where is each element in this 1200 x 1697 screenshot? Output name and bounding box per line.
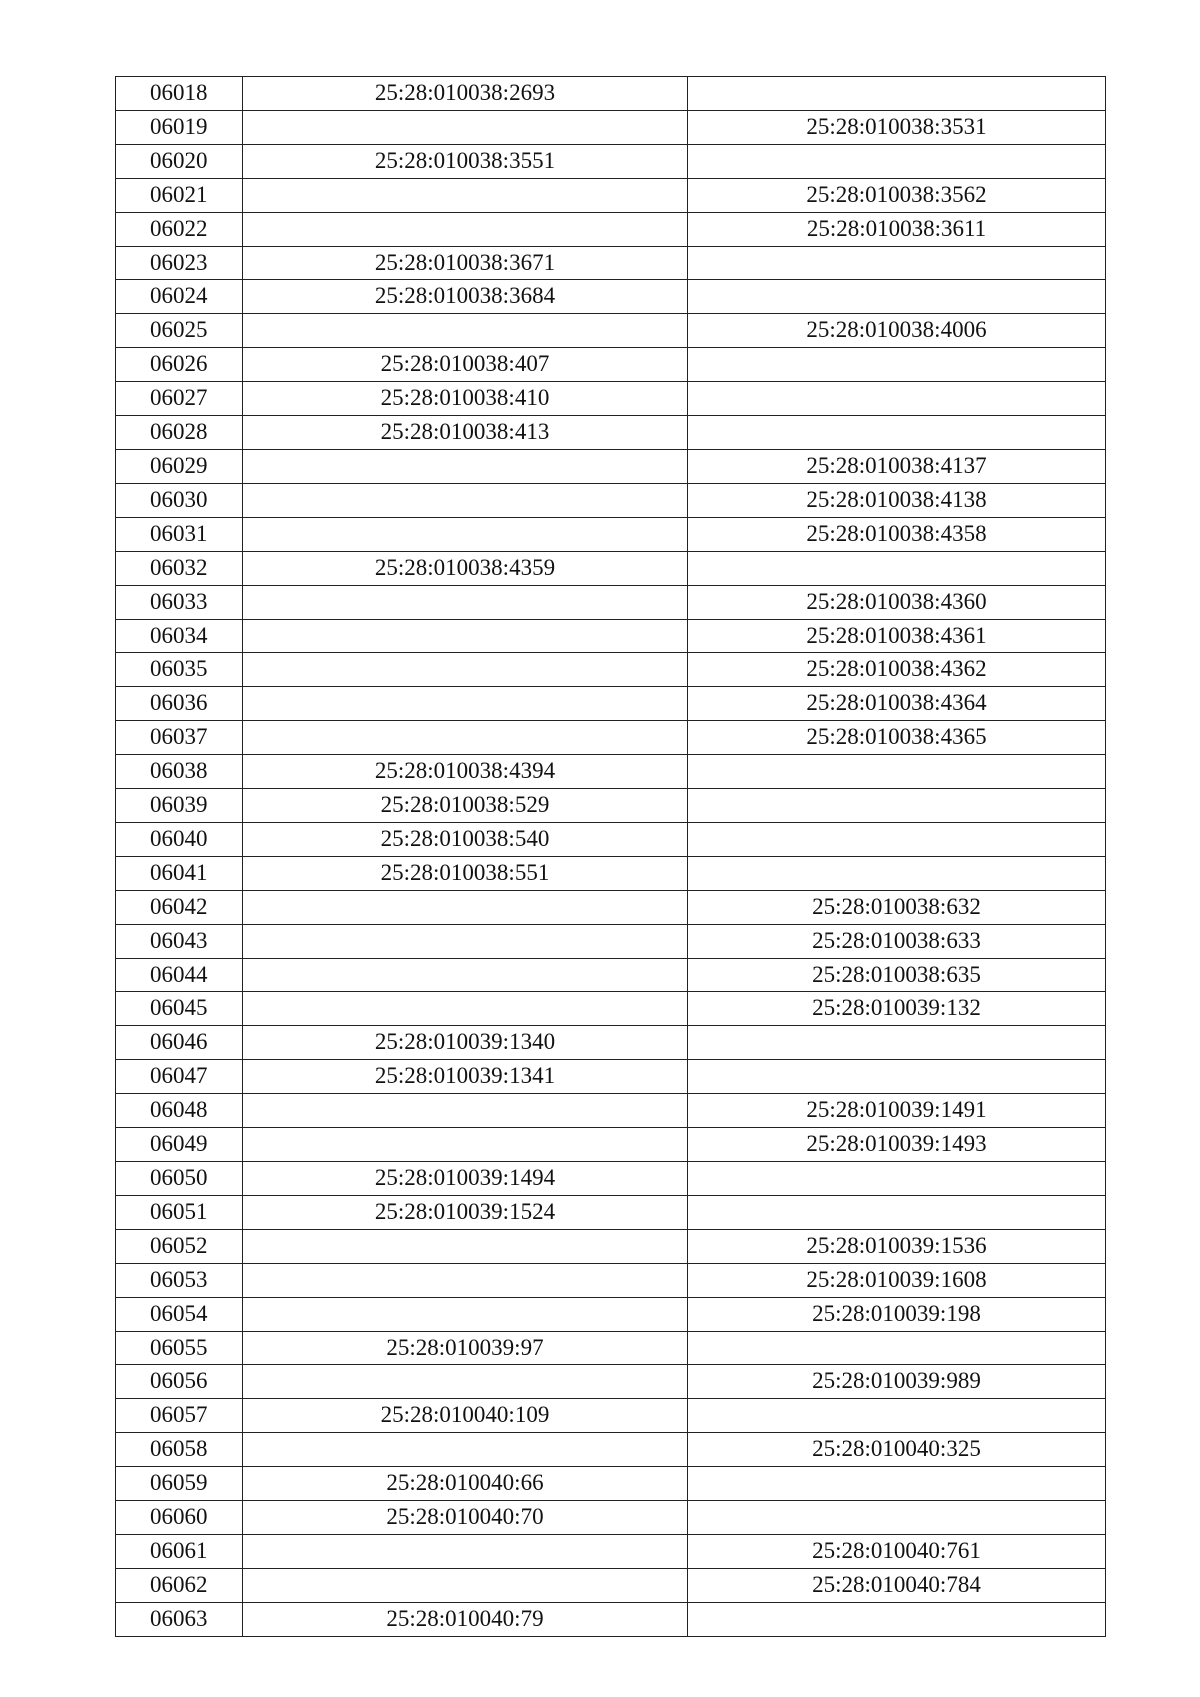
cadastral-number-cell-b [688, 1501, 1106, 1535]
row-number-cell: 06057 [116, 1399, 243, 1433]
row-number-cell: 06042 [116, 890, 243, 924]
cadastral-number-cell-a: 25:28:010039:1340 [243, 1026, 688, 1060]
row-number-cell: 06046 [116, 1026, 243, 1060]
row-number-cell: 06049 [116, 1128, 243, 1162]
table-row [116, 1365, 1106, 1399]
row-number-cell: 06029 [116, 449, 243, 483]
row-number-cell: 06059 [116, 1467, 243, 1501]
cadastral-number-cell-a [243, 1297, 688, 1331]
cadastral-number-cell-a [243, 178, 688, 212]
cadastral-number-cell-b [688, 1026, 1106, 1060]
cadastral-number-cell-b: 25:28:010038:3611 [688, 212, 1106, 246]
table-row [116, 416, 1106, 450]
row-number-cell: 06043 [116, 924, 243, 958]
cadastral-number-cell-a: 25:28:010040:109 [243, 1399, 688, 1433]
cadastral-number-cell-a [243, 449, 688, 483]
row-number-cell: 06033 [116, 585, 243, 619]
cadastral-number-cell-b: 25:28:010040:761 [688, 1534, 1106, 1568]
row-number-cell: 06050 [116, 1162, 243, 1196]
table-row [116, 653, 1106, 687]
table-row [116, 314, 1106, 348]
row-number-cell: 06041 [116, 856, 243, 890]
table-row [116, 449, 1106, 483]
table-row [116, 1501, 1106, 1535]
table-row [116, 924, 1106, 958]
cadastral-number-cell-a [243, 1534, 688, 1568]
cadastral-number-cell-b [688, 551, 1106, 585]
cadastral-number-cell-b: 25:28:010039:1536 [688, 1229, 1106, 1263]
table-row [116, 1162, 1106, 1196]
cadastral-number-cell-b: 25:28:010040:325 [688, 1433, 1106, 1467]
cadastral-number-cell-a [243, 619, 688, 653]
cadastral-number-cell-b [688, 822, 1106, 856]
row-number-cell: 06022 [116, 212, 243, 246]
cadastral-number-cell-a [243, 314, 688, 348]
cadastral-number-cell-b: 25:28:010038:632 [688, 890, 1106, 924]
cadastral-number-cell-b [688, 144, 1106, 178]
cadastral-number-cell-a: 25:28:010038:4394 [243, 755, 688, 789]
table-row [116, 890, 1106, 924]
cadastral-number-cell-b [688, 856, 1106, 890]
table-row [116, 110, 1106, 144]
row-number-cell: 06021 [116, 178, 243, 212]
cadastral-number-cell-a: 25:28:010038:4359 [243, 551, 688, 585]
table-row [116, 77, 1106, 111]
table-row [116, 585, 1106, 619]
row-number-cell: 06063 [116, 1602, 243, 1636]
table-row [116, 1399, 1106, 1433]
table-row [116, 1128, 1106, 1162]
table-row [116, 619, 1106, 653]
row-number-cell: 06045 [116, 992, 243, 1026]
row-number-cell: 06037 [116, 721, 243, 755]
cadastral-number-cell-a [243, 585, 688, 619]
row-number-cell: 06039 [116, 789, 243, 823]
row-number-cell: 06034 [116, 619, 243, 653]
cadastral-number-cell-a [243, 483, 688, 517]
cadastral-number-cell-b: 25:28:010038:4006 [688, 314, 1106, 348]
cadastral-number-cell-b: 25:28:010038:4360 [688, 585, 1106, 619]
cadastral-number-cell-a: 25:28:010038:551 [243, 856, 688, 890]
cadastral-number-cell-b: 25:28:010038:4361 [688, 619, 1106, 653]
table-row [116, 1602, 1106, 1636]
table-row [116, 1331, 1106, 1365]
cadastral-number-cell-a [243, 1229, 688, 1263]
table-row [116, 958, 1106, 992]
cadastral-number-cell-b [688, 382, 1106, 416]
cadastral-number-cell-a: 25:28:010040:70 [243, 1501, 688, 1535]
table-body [116, 77, 1106, 1637]
table-row [116, 178, 1106, 212]
cadastral-number-cell-a [243, 1568, 688, 1602]
cadastral-number-cell-b: 25:28:010039:989 [688, 1365, 1106, 1399]
cadastral-number-cell-a [243, 1094, 688, 1128]
row-number-cell: 06062 [116, 1568, 243, 1602]
row-number-cell: 06035 [116, 653, 243, 687]
cadastral-number-cell-b: 25:28:010038:4365 [688, 721, 1106, 755]
cadastral-number-cell-a: 25:28:010038:413 [243, 416, 688, 450]
cadastral-number-cell-a: 25:28:010039:1341 [243, 1060, 688, 1094]
row-number-cell: 06051 [116, 1195, 243, 1229]
cadastral-number-cell-a: 25:28:010039:97 [243, 1331, 688, 1365]
table-row [116, 1229, 1106, 1263]
table-row [116, 280, 1106, 314]
cadastral-number-cell-b: 25:28:010038:4137 [688, 449, 1106, 483]
cadastral-number-cell-a [243, 1365, 688, 1399]
cadastral-number-cell-a: 25:28:010039:1524 [243, 1195, 688, 1229]
row-number-cell: 06036 [116, 687, 243, 721]
cadastral-number-cell-a: 25:28:010038:3551 [243, 144, 688, 178]
cadastral-number-cell-a [243, 992, 688, 1026]
table-row [116, 1094, 1106, 1128]
cadastral-number-cell-a: 25:28:010038:2693 [243, 77, 688, 111]
cadastral-number-cell-a [243, 212, 688, 246]
row-number-cell: 06019 [116, 110, 243, 144]
document-page [115, 76, 1103, 1637]
cadastral-number-cell-a: 25:28:010038:3671 [243, 246, 688, 280]
cadastral-number-cell-b: 25:28:010038:4362 [688, 653, 1106, 687]
cadastral-number-cell-b: 25:28:010038:633 [688, 924, 1106, 958]
cadastral-number-cell-a: 25:28:010040:66 [243, 1467, 688, 1501]
table-row [116, 551, 1106, 585]
cadastral-number-cell-b [688, 1602, 1106, 1636]
cadastral-number-cell-b: 25:28:010038:4364 [688, 687, 1106, 721]
row-number-cell: 06056 [116, 1365, 243, 1399]
row-number-cell: 06023 [116, 246, 243, 280]
cadastral-number-cell-b [688, 1331, 1106, 1365]
row-number-cell: 06032 [116, 551, 243, 585]
cadastral-number-cell-a [243, 110, 688, 144]
cadastral-number-cell-a [243, 721, 688, 755]
cadastral-number-table [115, 76, 1106, 1637]
cadastral-number-cell-a: 25:28:010038:3684 [243, 280, 688, 314]
table-row [116, 856, 1106, 890]
table-row [116, 687, 1106, 721]
table-row [116, 212, 1106, 246]
row-number-cell: 06018 [116, 77, 243, 111]
cadastral-number-cell-a: 25:28:010040:79 [243, 1602, 688, 1636]
cadastral-number-cell-b [688, 755, 1106, 789]
table-row [116, 144, 1106, 178]
cadastral-number-cell-b [688, 246, 1106, 280]
row-number-cell: 06020 [116, 144, 243, 178]
cadastral-number-cell-a [243, 890, 688, 924]
cadastral-number-cell-b: 25:28:010039:132 [688, 992, 1106, 1026]
cadastral-number-cell-a [243, 653, 688, 687]
cadastral-number-cell-b [688, 280, 1106, 314]
table-row [116, 822, 1106, 856]
table-row [116, 1297, 1106, 1331]
table-row [116, 1263, 1106, 1297]
cadastral-number-cell-a [243, 1433, 688, 1467]
row-number-cell: 06048 [116, 1094, 243, 1128]
cadastral-number-cell-b: 25:28:010038:4358 [688, 517, 1106, 551]
cadastral-number-cell-b [688, 789, 1106, 823]
cadastral-number-cell-a: 25:28:010039:1494 [243, 1162, 688, 1196]
table-row [116, 992, 1106, 1026]
cadastral-number-cell-b: 25:28:010039:1491 [688, 1094, 1106, 1128]
cadastral-number-cell-a: 25:28:010038:407 [243, 348, 688, 382]
row-number-cell: 06044 [116, 958, 243, 992]
cadastral-number-cell-b: 25:28:010039:198 [688, 1297, 1106, 1331]
row-number-cell: 06047 [116, 1060, 243, 1094]
cadastral-number-cell-a [243, 1263, 688, 1297]
row-number-cell: 06024 [116, 280, 243, 314]
row-number-cell: 06055 [116, 1331, 243, 1365]
cadastral-number-cell-a [243, 924, 688, 958]
cadastral-number-cell-a: 25:28:010038:410 [243, 382, 688, 416]
cadastral-number-cell-b: 25:28:010039:1493 [688, 1128, 1106, 1162]
cadastral-number-cell-a [243, 517, 688, 551]
table-row [116, 483, 1106, 517]
table-row [116, 348, 1106, 382]
row-number-cell: 06053 [116, 1263, 243, 1297]
row-number-cell: 06031 [116, 517, 243, 551]
table-row [116, 246, 1106, 280]
cadastral-number-cell-b [688, 1162, 1106, 1196]
row-number-cell: 06027 [116, 382, 243, 416]
cadastral-number-cell-b [688, 1060, 1106, 1094]
table-row [116, 382, 1106, 416]
cadastral-number-cell-b [688, 1467, 1106, 1501]
cadastral-number-cell-b: 25:28:010038:3531 [688, 110, 1106, 144]
table-row [116, 1568, 1106, 1602]
cadastral-number-cell-b [688, 416, 1106, 450]
cadastral-number-cell-a [243, 1128, 688, 1162]
table-row [116, 755, 1106, 789]
cadastral-number-cell-b: 25:28:010040:784 [688, 1568, 1106, 1602]
table-row [116, 1026, 1106, 1060]
table-row [116, 517, 1106, 551]
row-number-cell: 06030 [116, 483, 243, 517]
row-number-cell: 06054 [116, 1297, 243, 1331]
cadastral-number-cell-a: 25:28:010038:540 [243, 822, 688, 856]
cadastral-number-cell-a [243, 958, 688, 992]
cadastral-number-cell-b [688, 348, 1106, 382]
cadastral-number-cell-a: 25:28:010038:529 [243, 789, 688, 823]
row-number-cell: 06061 [116, 1534, 243, 1568]
cadastral-number-cell-b: 25:28:010038:3562 [688, 178, 1106, 212]
table-row [116, 1534, 1106, 1568]
row-number-cell: 06060 [116, 1501, 243, 1535]
cadastral-number-cell-b: 25:28:010039:1608 [688, 1263, 1106, 1297]
cadastral-number-cell-b: 25:28:010038:4138 [688, 483, 1106, 517]
row-number-cell: 06025 [116, 314, 243, 348]
table-row [116, 721, 1106, 755]
row-number-cell: 06040 [116, 822, 243, 856]
row-number-cell: 06058 [116, 1433, 243, 1467]
cadastral-number-cell-b [688, 1195, 1106, 1229]
cadastral-number-cell-b [688, 77, 1106, 111]
row-number-cell: 06052 [116, 1229, 243, 1263]
table-row [116, 1467, 1106, 1501]
table-row [116, 1433, 1106, 1467]
table-row [116, 1195, 1106, 1229]
row-number-cell: 06038 [116, 755, 243, 789]
table-row [116, 789, 1106, 823]
row-number-cell: 06028 [116, 416, 243, 450]
cadastral-number-cell-b [688, 1399, 1106, 1433]
table-row [116, 1060, 1106, 1094]
cadastral-number-cell-a [243, 687, 688, 721]
cadastral-number-cell-b: 25:28:010038:635 [688, 958, 1106, 992]
row-number-cell: 06026 [116, 348, 243, 382]
